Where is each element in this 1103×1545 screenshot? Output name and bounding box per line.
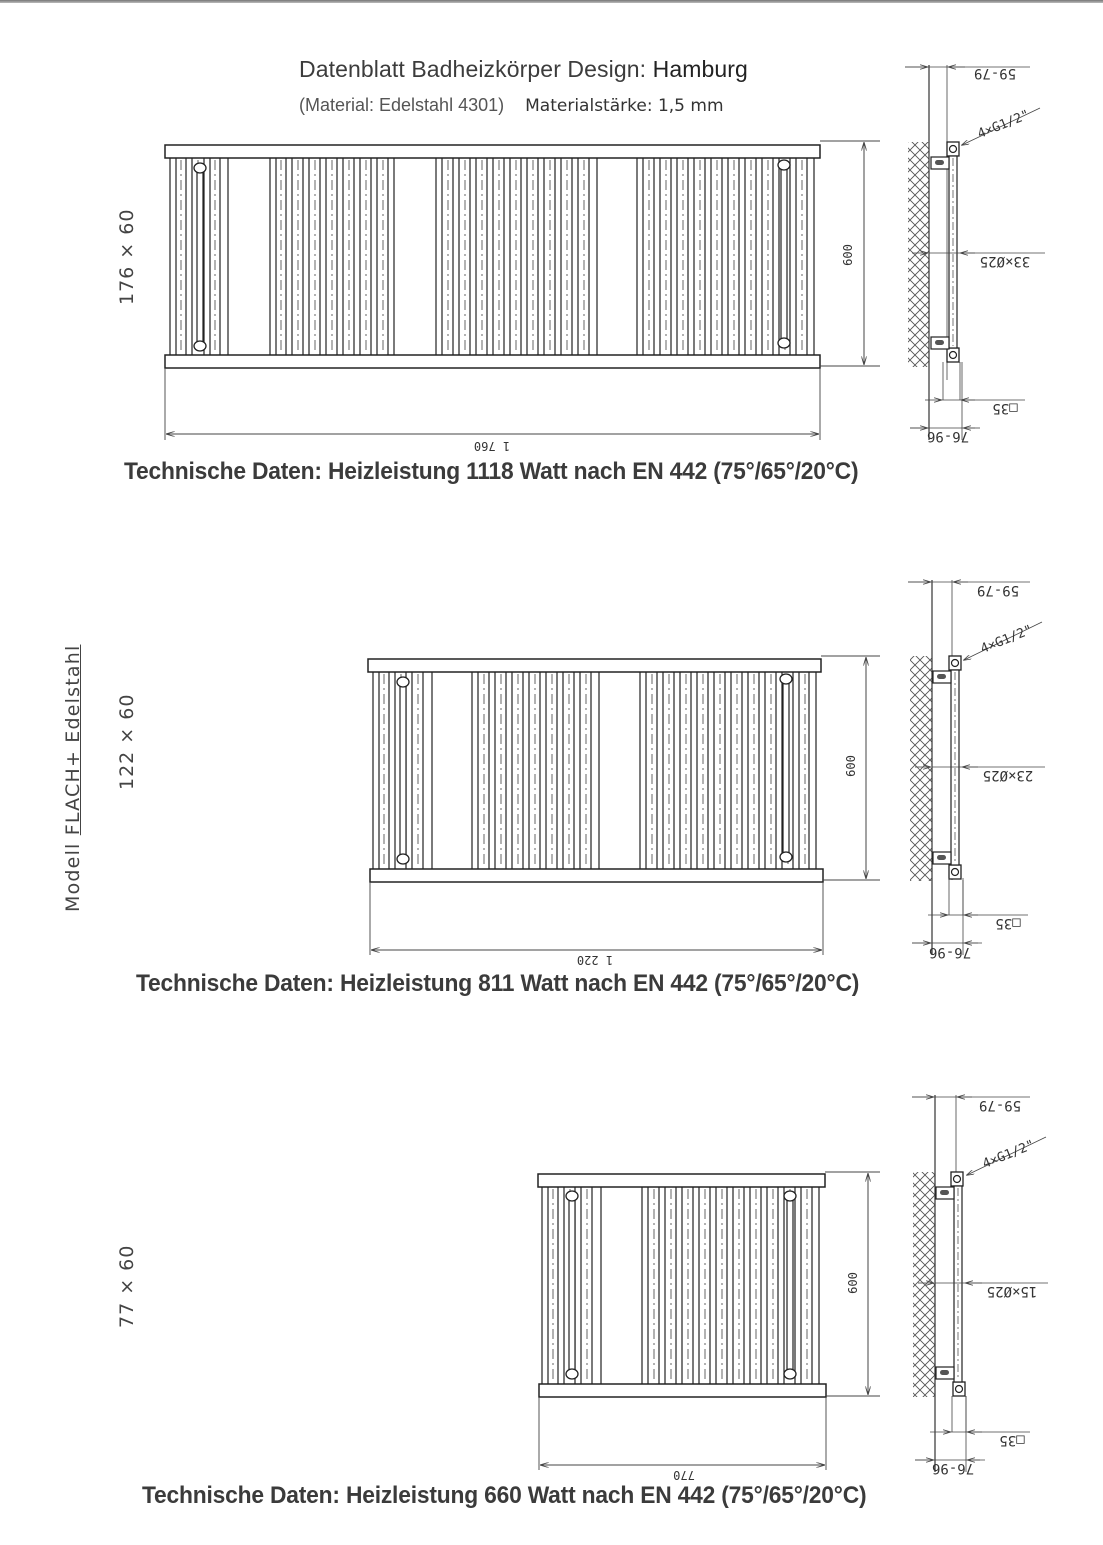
radiator-3-side-view	[912, 1095, 1048, 1476]
svg-text:□35: □35	[995, 915, 1021, 931]
svg-text:□35: □35	[999, 1432, 1025, 1448]
tech-data-3: Technische Daten: Heizleistung 660 Watt nach EN 442 (75°/65°/20°C)	[142, 1482, 867, 1509]
svg-text:600: 600	[844, 755, 858, 777]
svg-text:76-96: 76-96	[928, 944, 972, 960]
svg-text:4×G1/2": 4×G1/2"	[975, 107, 1032, 142]
svg-text:600: 600	[841, 244, 855, 266]
title-prefix: Datenblatt Badheizkörper Design:	[299, 56, 647, 82]
svg-text:33×Ø25: 33×Ø25	[979, 253, 1031, 269]
svg-text:4×G1/2": 4×G1/2"	[978, 622, 1035, 657]
radiator-1-side-view	[905, 65, 1045, 444]
size-label-1: 176 × 60	[116, 208, 138, 305]
size-label-2: 122 × 60	[116, 693, 138, 790]
svg-text:600: 600	[846, 1272, 860, 1294]
svg-text:4×G1/2": 4×G1/2"	[980, 1137, 1037, 1172]
svg-text:76-96: 76-96	[931, 1460, 975, 1476]
svg-text:23×Ø25: 23×Ø25	[982, 767, 1034, 783]
svg-text:□35: □35	[992, 400, 1018, 416]
radiator-1-front-view	[165, 141, 880, 453]
svg-text:59-79: 59-79	[976, 582, 1020, 598]
radiator-2-side-view	[908, 580, 1045, 960]
radiator-3-front-view	[538, 1172, 880, 1482]
svg-text:59-79: 59-79	[978, 1097, 1022, 1113]
tech-data-1: Technische Daten: Heizleistung 1118 Watt nach EN 442 (75°/65°/20°C)	[124, 458, 859, 485]
tech-data-2: Technische Daten: Heizleistung 811 Watt nach EN 442 (75°/65°/20°C)	[136, 970, 860, 997]
material-text: (Material: Edelstahl 4301)	[299, 95, 505, 115]
svg-text:76-96: 76-96	[926, 428, 970, 444]
model-prefix: Modell	[62, 842, 84, 912]
thickness-text: Materialstärke: 1,5 mm	[525, 96, 724, 116]
svg-text:59-79: 59-79	[973, 65, 1017, 81]
svg-text:770: 770	[673, 1468, 695, 1482]
radiator-2-front-view	[368, 656, 880, 967]
model-name: FLACH+ Edelstahl	[62, 644, 84, 836]
size-label-3: 77 × 60	[116, 1244, 138, 1328]
svg-text:15×Ø25: 15×Ø25	[986, 1283, 1038, 1299]
svg-text:1 220: 1 220	[576, 953, 614, 967]
title-design-name: Hamburg	[652, 56, 748, 82]
svg-text:1 760: 1 760	[473, 439, 511, 453]
